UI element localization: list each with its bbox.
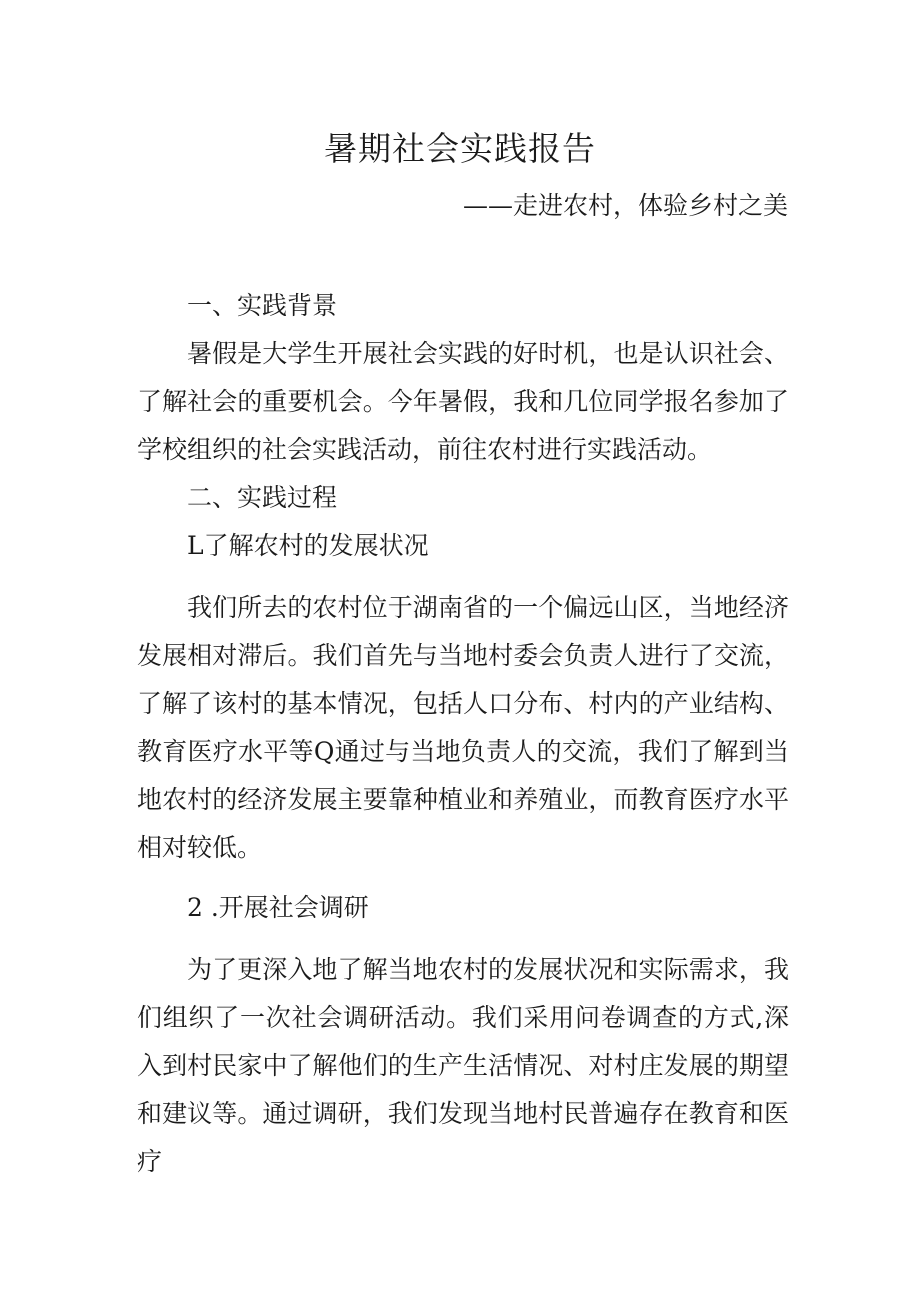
section-heading-process: 二、实践过程: [187, 483, 338, 512]
subsection-heading-rural-development: L了解农村的发展状况: [187, 531, 429, 560]
social-survey-paragraph: 为了更深入地了解当地农村的发展状况和实际需求，我们组织了一次社会调研活动。我们采用问卷调查的方式,深入到村民家中了解他们的生产生活情况、对村庄发展的期望和建议等。通过调研，我们发现当地村民普遍存在教育和医疗: [137, 955, 789, 1176]
document-title: 暑期社会实践报告: [324, 129, 596, 168]
document-subtitle: ——走进农村，体验乡村之美: [462, 191, 788, 220]
section-heading-background: 一、实践背景: [187, 291, 338, 320]
background-paragraph: 暑假是大学生开展社会实践的好时机，也是认识社会、了解社会的重要机会。今年暑假，我和几位同学报名参加了学校组织的社会实践活动，前往农村进行实践活动。: [137, 339, 789, 464]
subsection-heading-social-survey: 2 .开展社会调研: [187, 893, 369, 922]
rural-development-paragraph: 我们所去的农村位于湖南省的一个偏远山区，当地经济发展相对滞后。我们首先与当地村委会负责人进行了交流，了解了该村的基本情况，包括人口分布、村内的产业结构、教育医疗水平等Q通过与当地负责人的交流，我们了解到当地农村的经济发展主要靠种植业和养殖业，而教育医疗水平相对较低。: [137, 593, 789, 862]
document-body: [137, 282, 789, 1186]
